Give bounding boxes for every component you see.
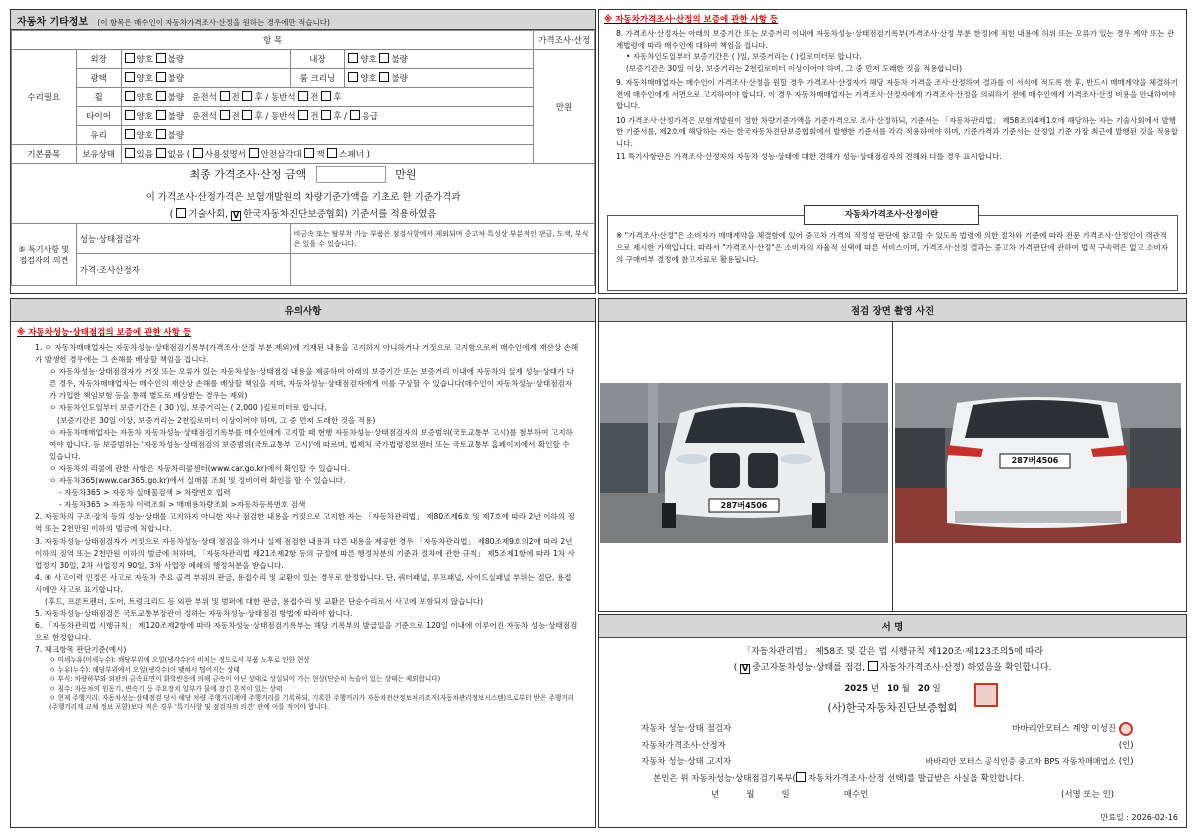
caution-item: 2. 자동차의 구조·장치 등의 성능·상태를 고지하지 아니한 자나 점검한 내용을 거짓으로 고지한 자는 「자동차관리법」 제80조제6호 및 제7호에 따라 2년 이하의 징역 또는 2천만원 이하의 벌금에 처합니다. — [35, 512, 575, 534]
expiry: 만료일 : 2026-02-16 — [1100, 813, 1178, 822]
confirm-checkbox[interactable] — [796, 772, 806, 782]
signer-row: 자동차 성능·상태 고지자 바바리안 모터스 공식인증 중고차 BPS 자동차매매업소 (인) — [641, 757, 1134, 767]
inspector-text: 비금속 또는 탈부착 가능 부품은 점검사항에서 제외되며 중고차 특성상 부분적인 판금, 도색, 부식은 있을 수 있습니다. — [290, 224, 594, 254]
caution-panel — [10, 298, 596, 828]
caution-item: - 자동차365 > 자동차 이력조회 > 매매용차량조회 >자동차등록번호 검색 — [59, 500, 306, 510]
tire-bad-checkbox[interactable] — [156, 110, 166, 120]
wheel-bad-checkbox[interactable] — [156, 91, 166, 101]
special-label: ⑤ 특기사항 및 점검자의 의견 — [12, 224, 77, 286]
glass-bad-checkbox[interactable] — [156, 129, 166, 139]
caution-item: ㅇ 자동차의 리콜에 관한 사항은 자동차리콜센터(www.car.go.kr)에서 확인할 수 있습니다. — [49, 463, 350, 473]
sign-date: 2025 년 10 월 20 일 — [844, 684, 941, 694]
confirm-line: 본인은 위 자동차성능·상태점검기록부( 자동차가격조사·산정 선택)를 발급받은 사실을 확인합니다. — [653, 773, 1025, 784]
price-notice-title: ※ 자동차가격조사·산정의 보증에 관한 사항 등 — [604, 15, 779, 25]
price-checkbox[interactable] — [868, 661, 878, 671]
caution-item: (보증기간은 30일 이상, 보증거리는 2천킬로미터 이상이어야 하며, 그 중 먼저 도래한 것을 적용) — [57, 415, 376, 425]
wheel-driver-rear-checkbox[interactable] — [242, 91, 252, 101]
gloss-bad-checkbox[interactable] — [156, 72, 166, 82]
wheel-label: 휠 — [76, 88, 121, 107]
interior-label: 내장 — [290, 50, 345, 69]
wheel-options: 양호 불량 운전석 전 후 / 동반석 전 후 — [121, 88, 534, 107]
buyer-row: 년 월 일 매수인 (서명 또는 인) — [711, 790, 1115, 800]
price-p8: 8. 가격조사·산정자는 아래의 보증기간 또는 보증거리 이내에 자동차성능·상태점검기록부(가격조사·산정 부분 한정)에 적힌 내용에 허위 또는 오류가 있는 경우 계약 또는 관계법령에 따라 매수인에 대하여 책임을 집니다. — [616, 29, 1175, 50]
front-car-photo — [600, 383, 888, 543]
gloss-options: 양호 불량 — [121, 69, 290, 88]
wheel-pass-rear-checkbox[interactable] — [321, 91, 331, 101]
inspector-label-cell — [76, 224, 290, 254]
basic-label: 기본품목 — [12, 145, 77, 164]
org-name: (사)한국자동차진단보증협회 — [827, 702, 958, 714]
final-price-row: 최종 가격조사·산정 금액 만원 — [15, 166, 591, 184]
criteria-list — [35, 656, 579, 712]
appraiser-label: 가격·조사산정자 — [76, 254, 290, 286]
has-checkbox[interactable] — [125, 148, 135, 158]
price-box-text: ※ "가격조사·산정"은 소비자가 매매계약을 체결함에 있어 중고차 가격의 적정성 판단에 참고할 수 있도록 법령에 의한 절차와 기준에 따라 전문 가격조사·산정인이 객관적으로 제시한 가액입니다. 따라서 "가격조사·산정"은 소비자의 자율적 선택에 따른 서비스이며, 가격조사·산정 결과는 중고차 가격판단에 관하여 법적 구속력은 없고 소비자의 구매여부 결정에 참고자료로 활용됩니다. — [616, 231, 1169, 264]
tire-emergency-checkbox[interactable] — [350, 110, 360, 120]
signer-row: 자동차 성능·상태 점검자 바바리안모터스 계양 이성진 — [641, 721, 1186, 738]
price-p11: 11 특기사항란은 가격조사·산정자의 자동차 성능·상태에 대한 견해가 성능·상태점검자의 견해와 다를 경우 표시합니다. — [616, 152, 1002, 161]
hold-label: 보유상태 — [76, 145, 121, 164]
tire-label: 타이어 — [76, 107, 121, 126]
caution-item: 4. ④ 사고이력 인정은 사고로 자동차 주요 골격 부위의 판금, 용접수리 및 교환이 있는 경우로 한정합니다. 단, 쿼터패널, 루프패널, 사이드실패널 부위는 절단, 용접 시에만 사고로 표기합니다. — [35, 572, 572, 594]
exterior-bad-checkbox[interactable] — [156, 53, 166, 63]
price-p10: 10 가격조사·산정가격은 보험개발원이 정한 차량기준가액을 기준가격으로 조사·산정하되, 기준서는 「자동차관리법」 제58조의4제1호에 해당하는 자는 기술사회에서 발행한 기준서를, 제2호에 해당하는 자는 한국자동차진단보증협회에서 발행한 기준서를 각각 적용하여야 하며, 기준가격과 기준서는 산정일 기준 가장 최근에 발행된 것을 적용합니다. — [616, 115, 1178, 148]
tire-driver-rear-checkbox[interactable] — [242, 110, 252, 120]
caution-items — [17, 338, 589, 713]
price-notice-body — [604, 28, 1181, 163]
signer-rows — [599, 715, 1186, 804]
none-checkbox[interactable] — [156, 148, 166, 158]
exterior-good-checkbox[interactable] — [125, 53, 135, 63]
other-info-panel — [10, 9, 596, 294]
triangle-checkbox[interactable] — [249, 148, 259, 158]
inspect-checkbox[interactable]: V — [741, 664, 749, 673]
repair-label: 수리필요 — [12, 50, 77, 145]
caution-item: - 자동차365 > 자동차 실매물검색 > 차량번호 입력 — [59, 488, 231, 498]
wheel-pass-front-checkbox[interactable] — [298, 91, 308, 101]
basis-line1: 이 가격조사·산정가격은 보험개발원의 차량기준가액을 기초로 한 기준가격과 — [145, 192, 461, 204]
jack-checkbox[interactable] — [304, 148, 314, 158]
interior-good-checkbox[interactable] — [348, 53, 358, 63]
caution-item: 7. 체크항목 판단기준(예시) — [35, 645, 127, 655]
caution-item: 3. 자동차성능·상태점검자가 거짓으로 자동차성능·상태 점검을 하거나 실제 점검한 내용과 다른 내용을 제공한 경우 「자동차관리법」 제80조제9호의2에 따라 2년 이하의 징역 또는 2천만원 이하의 벌금에 처하며, 「자동차관리법 제21조제2항 등의 규정에 따른 행정처분의 기준과 절차에 관한 규칙」 제5조제1항에 따라 1차 사업정지 30일, 2차 사업정지 90일, 3차 사업장 폐쇄의 행정처분을 받습니다. — [35, 536, 575, 570]
basis-line2: ( 기술사회, V 한국자동차진단보증협회) 기준서를 적용하였음 — [169, 209, 437, 221]
room-bad-checkbox[interactable] — [379, 72, 389, 82]
price-notice-panel — [598, 9, 1187, 294]
price-unit: 만원 — [534, 50, 595, 164]
caution-item: 1. ㅇ 자동차매매업자는 자동차성능·상태점검기록부(가격조사·산정 부분 제외)에 기재된 내용을 고지하지 아니하거나 거짓으로 고지함으로써 매수인에게 재산상 손해가 발생한 경우에는 그 손해를 배상할 책임을 집니다. — [35, 343, 579, 365]
tire-pass-front-checkbox[interactable] — [298, 110, 308, 120]
col-item-header: 항 목 — [12, 31, 534, 50]
other-info-title: 자동차 기타정보 — [17, 17, 89, 28]
caution-title: ※ 자동차성능·상태점검의 보증에 관한 사항 등 — [17, 328, 192, 338]
room-options: 양호 불량 — [345, 69, 534, 88]
front-car-image — [600, 383, 888, 543]
wheel-driver-front-checkbox[interactable] — [220, 91, 230, 101]
gloss-good-checkbox[interactable] — [125, 72, 135, 82]
room-label: 룸 크리닝 — [290, 69, 345, 88]
signer-seal — [1119, 722, 1133, 736]
exterior-options: 양호 불량 — [121, 50, 290, 69]
caution-item: 5. 자동차성능·상태점검은 국토교통부장관이 정하는 자동차성능·상태점검 방법에 따라야 합니다. — [35, 609, 353, 619]
criteria-item: ㅇ 미세누유(미세누수): 해당부위에 오일(냉각수)이 비치는 정도로서 부품 노후로 인한 현상 — [49, 656, 310, 665]
wheel-good-checkbox[interactable] — [125, 91, 135, 101]
price-p8b: • 자동차인도일부터 보증기간은 ( )일, 보증거리는 ( )킬로미터로 합니다. — [626, 52, 862, 61]
price-p8c: (보증기간은 30일 이상, 보증거리는 2천킬로미터 이상이어야 하며, 그 중 먼저 도래한 것을 적용합니다) — [626, 63, 963, 73]
caution-body — [11, 322, 595, 717]
tire-driver-front-checkbox[interactable] — [220, 110, 230, 120]
law-line: 「자동차관리법」 제58조 및 같은 법 시행규칙 제120조·제123조의5에 따라 — [741, 647, 1044, 657]
caution-item: ㅇ 자동차매매업자는 자동차 자동차성능·상태점검기록부를 매수인에게 고지할 때 현행 자동차성능·상태점검자의 보증범위(국토교통부 고시)를 첨부하여 고지하여야 합니다. 등 보증범위는 '자동차성능·상태점검의 보증범위(국토교통부 고시)'에 따르며, 법제처 국가법령정보센터 또는 국토교통부 홈페이지에서 확인할 수 있습니다. — [49, 427, 573, 461]
tire-pass-rear-checkbox[interactable] — [321, 110, 331, 120]
price-box — [607, 215, 1178, 291]
caution-item: ㅇ 자동차성능·상태점검자가 거짓 또는 오류가 있는 자동차성능·상태점검 내용을 제공하여 아래의 보증기간 또는 보증거리 이내에 자동차의 실제 성능·상태가 다른 경우, 자동차매매업자는 매수인의 재산상 손해를 배상할 책임을 지며, 자동차성능·상태점검자에게 이를 구상할 수 있습니다(매수인이 자동차성능·상태점검자가 가입한 책임보험 등을 통해 별도로 배상받는 경우는 제외) — [49, 367, 575, 401]
rear-plate: 287버4506 — [1011, 456, 1059, 465]
other-info-table — [11, 30, 595, 286]
photo-divider — [892, 321, 893, 612]
tire-good-checkbox[interactable] — [125, 110, 135, 120]
org-seal — [974, 683, 998, 707]
interior-options: 양호 불량 — [345, 50, 534, 69]
exterior-label: 외장 — [76, 50, 121, 69]
gloss-label: 광택 — [76, 69, 121, 88]
glass-options: 양호 불량 — [121, 126, 534, 145]
interior-bad-checkbox[interactable] — [379, 53, 389, 63]
col-price-header: 가격조사·산정 — [534, 31, 595, 50]
criteria-item: ㅇ 현재 주행거리: 자동차성능·상태점검 당시 해당 차량 주행거리계에 주행거리를 기록하되, 기록한 주행거리가 자동차전산정보처리조직(자동차관리정보시스템)으로부터 받은 주행거리(주행거리계 교체 정보 포함)보다 적은 경우 '특기사항 및 점검자의 의견' 란에 이를 적어야 합니다. — [49, 694, 574, 712]
glass-label: 유리 — [76, 126, 121, 145]
criteria-item: ㅇ 누유(누수): 해당부위에서 오일(냉각수)이 맺혀서 떨어지는 상태 — [49, 665, 240, 674]
criteria-item: ㅇ 부식: 차량하부와 외판의 금속표면이 화학반응에 의해 금속이 아닌 상태로 상실되어 가는 현상(단순히 녹슬어 있는 상태는 제외합니다) — [49, 675, 441, 684]
price-p9: 9. 자동차매매업자는 매수인이 가격조사·산정을 원할 경우 가격조사·산정자가 해당 자동차 가격을 조사·산정하여 결과를 이 서식에 적도록 한 후, 반드시 매매계약을 체결하기 전에 매수인에게 서면으로 고지하여야 합니다. 이 경우 자동차매매업자는 가격조사·산정자에게 가격조사·산정을 의뢰하기 전에 매수인에게 가격조사·산정 비용을 안내하여야 합니다. — [616, 78, 1178, 110]
other-info-header — [11, 10, 595, 30]
check-line: ( V 중고자동차성능·상태를 점검, 자동차가격조사·산정) 하였음을 확인합니다. — [733, 663, 1052, 673]
caution-item: ㅇ 자동차365(www.car365.go.kr)에서 실매물 조회 및 정비이력 확인을 할 수 있습니다. — [49, 476, 346, 486]
basic-options: 있음 없음 ( 사용설명서 안전삼각대 잭 스패너 ) — [121, 145, 534, 164]
spanner-checkbox[interactable] — [327, 148, 337, 158]
room-good-checkbox[interactable] — [348, 72, 358, 82]
rear-car-photo — [895, 383, 1181, 543]
signature-header: 서 명 — [599, 615, 1186, 638]
front-plate: 287버4506 — [720, 501, 768, 510]
tire-options: 양호 불량 운전석 전 후 / 동반석 전 후 / 응급 — [121, 107, 534, 126]
final-price-block — [12, 164, 595, 224]
criteria-item: ㅇ 침수: 자동차의 원동기, 변속기 등 주요장치 일부가 물에 잠긴 흔적이 있는 상태 — [49, 684, 283, 693]
final-price-input[interactable] — [316, 166, 386, 183]
caution-item: (후드, 프론트펜더, 도어, 트렁크리드 등 외판 부위 및 범퍼에 대한 판금, 용접수리 및 교환은 단순수리로서 사고에 포함되지 않습니다) — [45, 596, 484, 606]
caution-item: 6. 「자동차관리법 시행규칙」 제120조제2항에 따라 자동차성능·상태점검기록부는 해당 기록부의 발급일을 기준으로 120일 이내에 이루어진 자동차 성능·상태점검으로 한정합니다. — [35, 621, 578, 643]
signer-row: 자동차가격조사·산정자 (인) — [641, 740, 1134, 751]
signature-panel — [598, 614, 1187, 828]
photo-header: 점검 장면 촬영 사진 — [599, 299, 1186, 322]
price-box-title: 자동차가격조사·산정이란 — [804, 205, 979, 225]
appraiser-text — [290, 254, 594, 286]
assoc-checkbox[interactable]: V — [232, 211, 240, 221]
caution-item: ㅇ 자동차인도일부터 보증기간은 ( 30 )일, 보증거리는 ( 2,000 )킬로미터로 합니다. — [49, 403, 327, 413]
manual-checkbox[interactable] — [193, 148, 203, 158]
caution-header: 유의사항 — [11, 299, 595, 322]
glass-good-checkbox[interactable] — [125, 129, 135, 139]
inspector-label: 성능·상태점검자 — [79, 234, 140, 245]
tech-checkbox[interactable] — [176, 208, 186, 218]
other-info-note: (이 항목은 매수인이 자동차가격조사·산정을 원하는 경우에만 적습니다) — [97, 18, 330, 27]
